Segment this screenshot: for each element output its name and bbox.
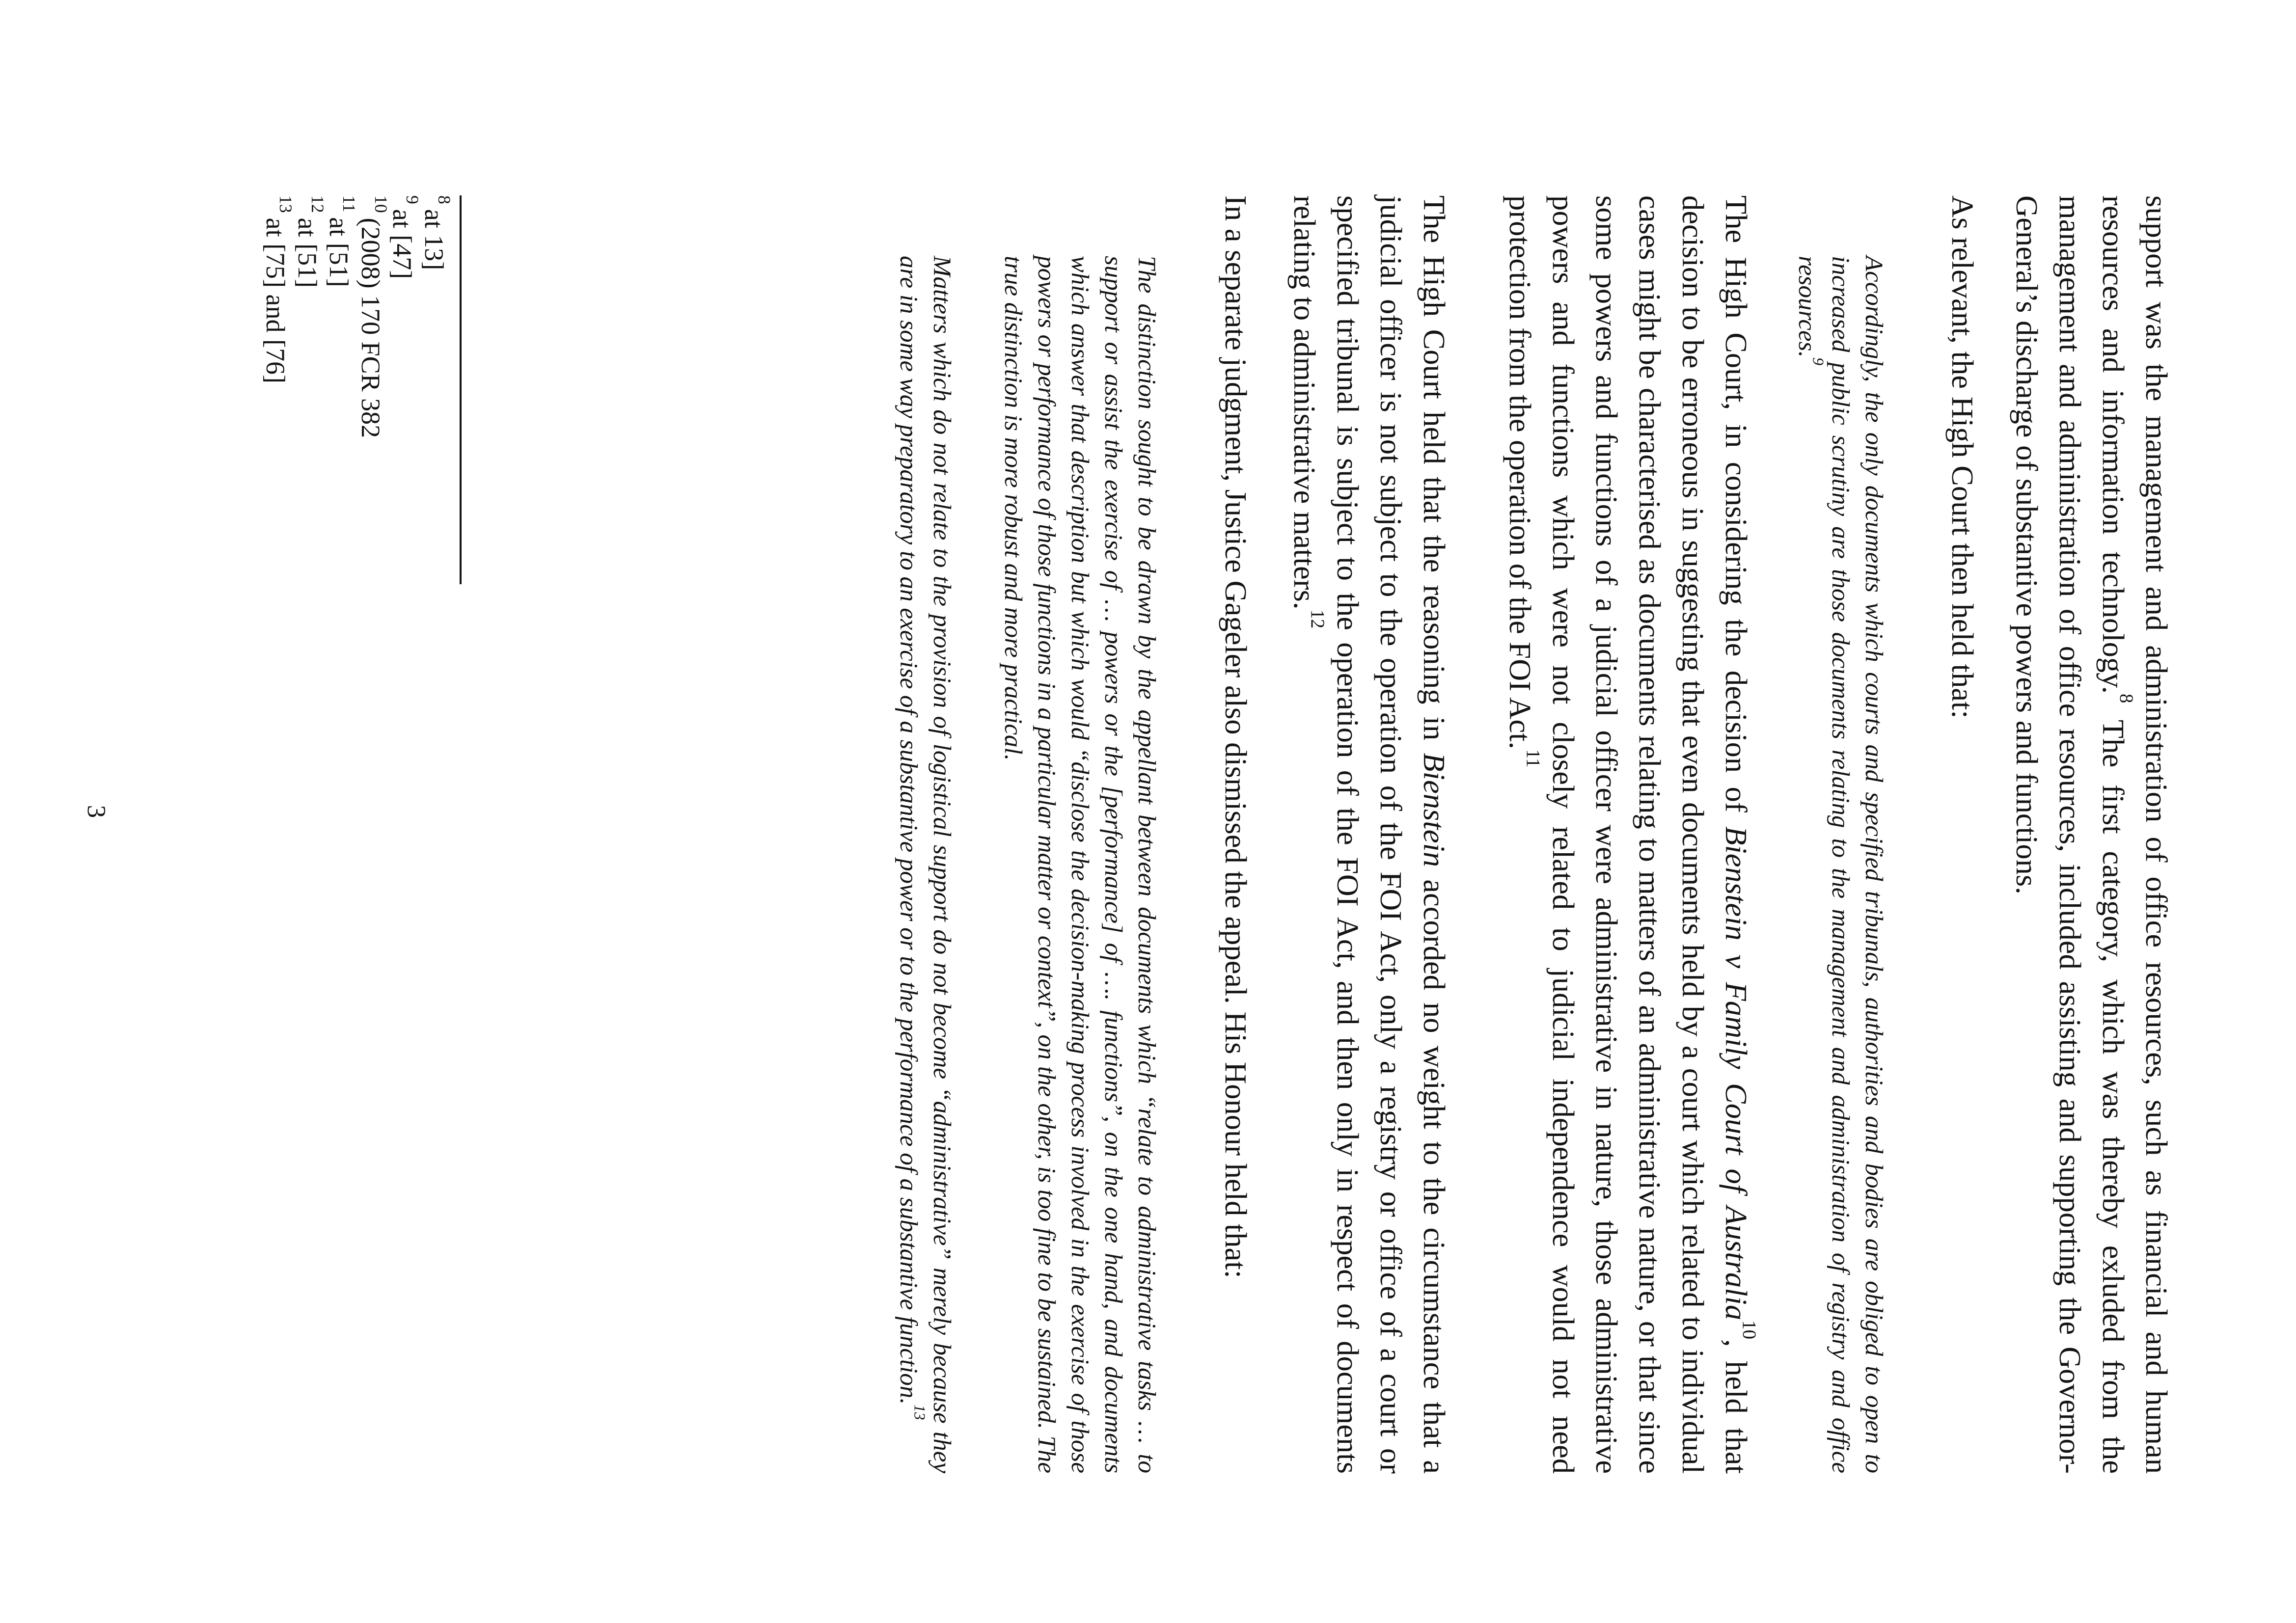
paragraph-text: support was the management and administration of office resources, such as financial and human resources and information technology. <box>2096 195 2174 1474</box>
footnote-separator <box>460 195 462 584</box>
body-paragraph-5: In a separate judgment, Justice Gageler also dismissed the appeal. His Honour held that: <box>1219 195 1253 1278</box>
footnote-number: 11 <box>339 195 359 213</box>
body-paragraph-2: As relevant, the High Court then held that: <box>1945 195 1980 719</box>
footnote-10 <box>355 195 391 1177</box>
footnote-ref-8: 8 <box>2115 693 2137 703</box>
paragraph-text-continued: The first category, which was thereby exluded from the management and administration of office resources, included assisting and supporting the Governor-General’s discharge of substantive powers and functions. <box>2010 195 2131 1474</box>
footnote-number: 9 <box>403 195 423 204</box>
quote-text: Matters which do not relate to the provision of logistical support do not become “administrative” merely because they are in some way preparatory to an exercise of a substantive power or to the performance of a substantive function. <box>895 256 956 1473</box>
footnote-ref-12: 12 <box>1307 609 1328 629</box>
footnote-ref-10: 10 <box>1738 1320 1760 1340</box>
quote-text: Accordingly, the only documents which courts and specified tribunals, authorities and bodies are obliged to open to increased public scrutiny are those documents relating to the management and administration of registry and office resources. <box>1793 256 1887 1473</box>
body-paragraph-4 <box>1283 195 1456 1474</box>
footnote-number: 12 <box>307 195 328 213</box>
page-number: 3 <box>82 805 110 818</box>
paragraph-text: The High Court, in considering the decision of <box>1719 195 1753 827</box>
case-name: Bienstein v Family Court of Australia <box>1719 826 1753 1321</box>
footnote-number: 10 <box>371 195 391 213</box>
footnote-ref-13: 13 <box>911 1405 929 1420</box>
footnote-13 <box>260 195 296 1177</box>
footnote-9 <box>386 195 423 1177</box>
footnote-text: at [47] <box>387 209 417 279</box>
footnotes <box>260 195 454 1177</box>
footnote-text: (2008) 170 FCR 382 <box>356 217 385 438</box>
footnote-text: at [51] <box>293 217 322 288</box>
body-paragraph-1 <box>2005 195 2178 1474</box>
footnote-number: 13 <box>276 195 296 213</box>
block-quote-2: The distinction sought to be drawn by the appellant between documents which “relate to administrative tasks … to support or assist the exercise of … powers or the [performance] of …. functions”, on the one hand, and documents which answer that description but which would “disclose the decision-making process involved in the exercise of those powers or performance of those functions in a particular matter or context”, on the other, is too fine to be sustained. The true distinction is more robust and more practical. <box>999 256 1160 1473</box>
footnote-ref-9: 9 <box>1809 357 1827 366</box>
footnote-text: at 13] <box>419 209 449 270</box>
footnote-text: at [51] <box>324 217 354 287</box>
block-quote-1 <box>1790 256 1890 1473</box>
paragraph-text: The High Court held that the reasoning in <box>1417 195 1451 753</box>
paragraph-text-continued: accorded no weight to the circumstance that a judicial officer is not subject to the operation of the FOI Act, only a registry or office of a court or specified tribunal is subject to the operation of the FOI Act, and then only in respect of documents relating to administrative matters. <box>1287 195 1451 1474</box>
footnote-text: at [75] and [76] <box>261 217 291 383</box>
case-name: Bienstein <box>1417 753 1451 867</box>
body-paragraph-3 <box>1499 195 1758 1474</box>
footnote-8 <box>418 195 454 1177</box>
footnote-11 <box>323 195 359 1177</box>
footnote-number: 8 <box>434 195 454 204</box>
block-quote-3 <box>892 256 958 1473</box>
footnote-ref-11: 11 <box>1522 749 1544 768</box>
paragraph-text-continued: , held that decision to be erroneous in suggesting that even documents held by a court which related to individual cases might be characterised as documents relating to matters of an administrative nature, or that since some powers and functions of a judicial officer were administrative in nature, those administrative powers and functions which were not closely related to judicial independence would not need protection from the operation of the FOI Act. <box>1503 195 1753 1474</box>
footnote-12 <box>292 195 328 1177</box>
